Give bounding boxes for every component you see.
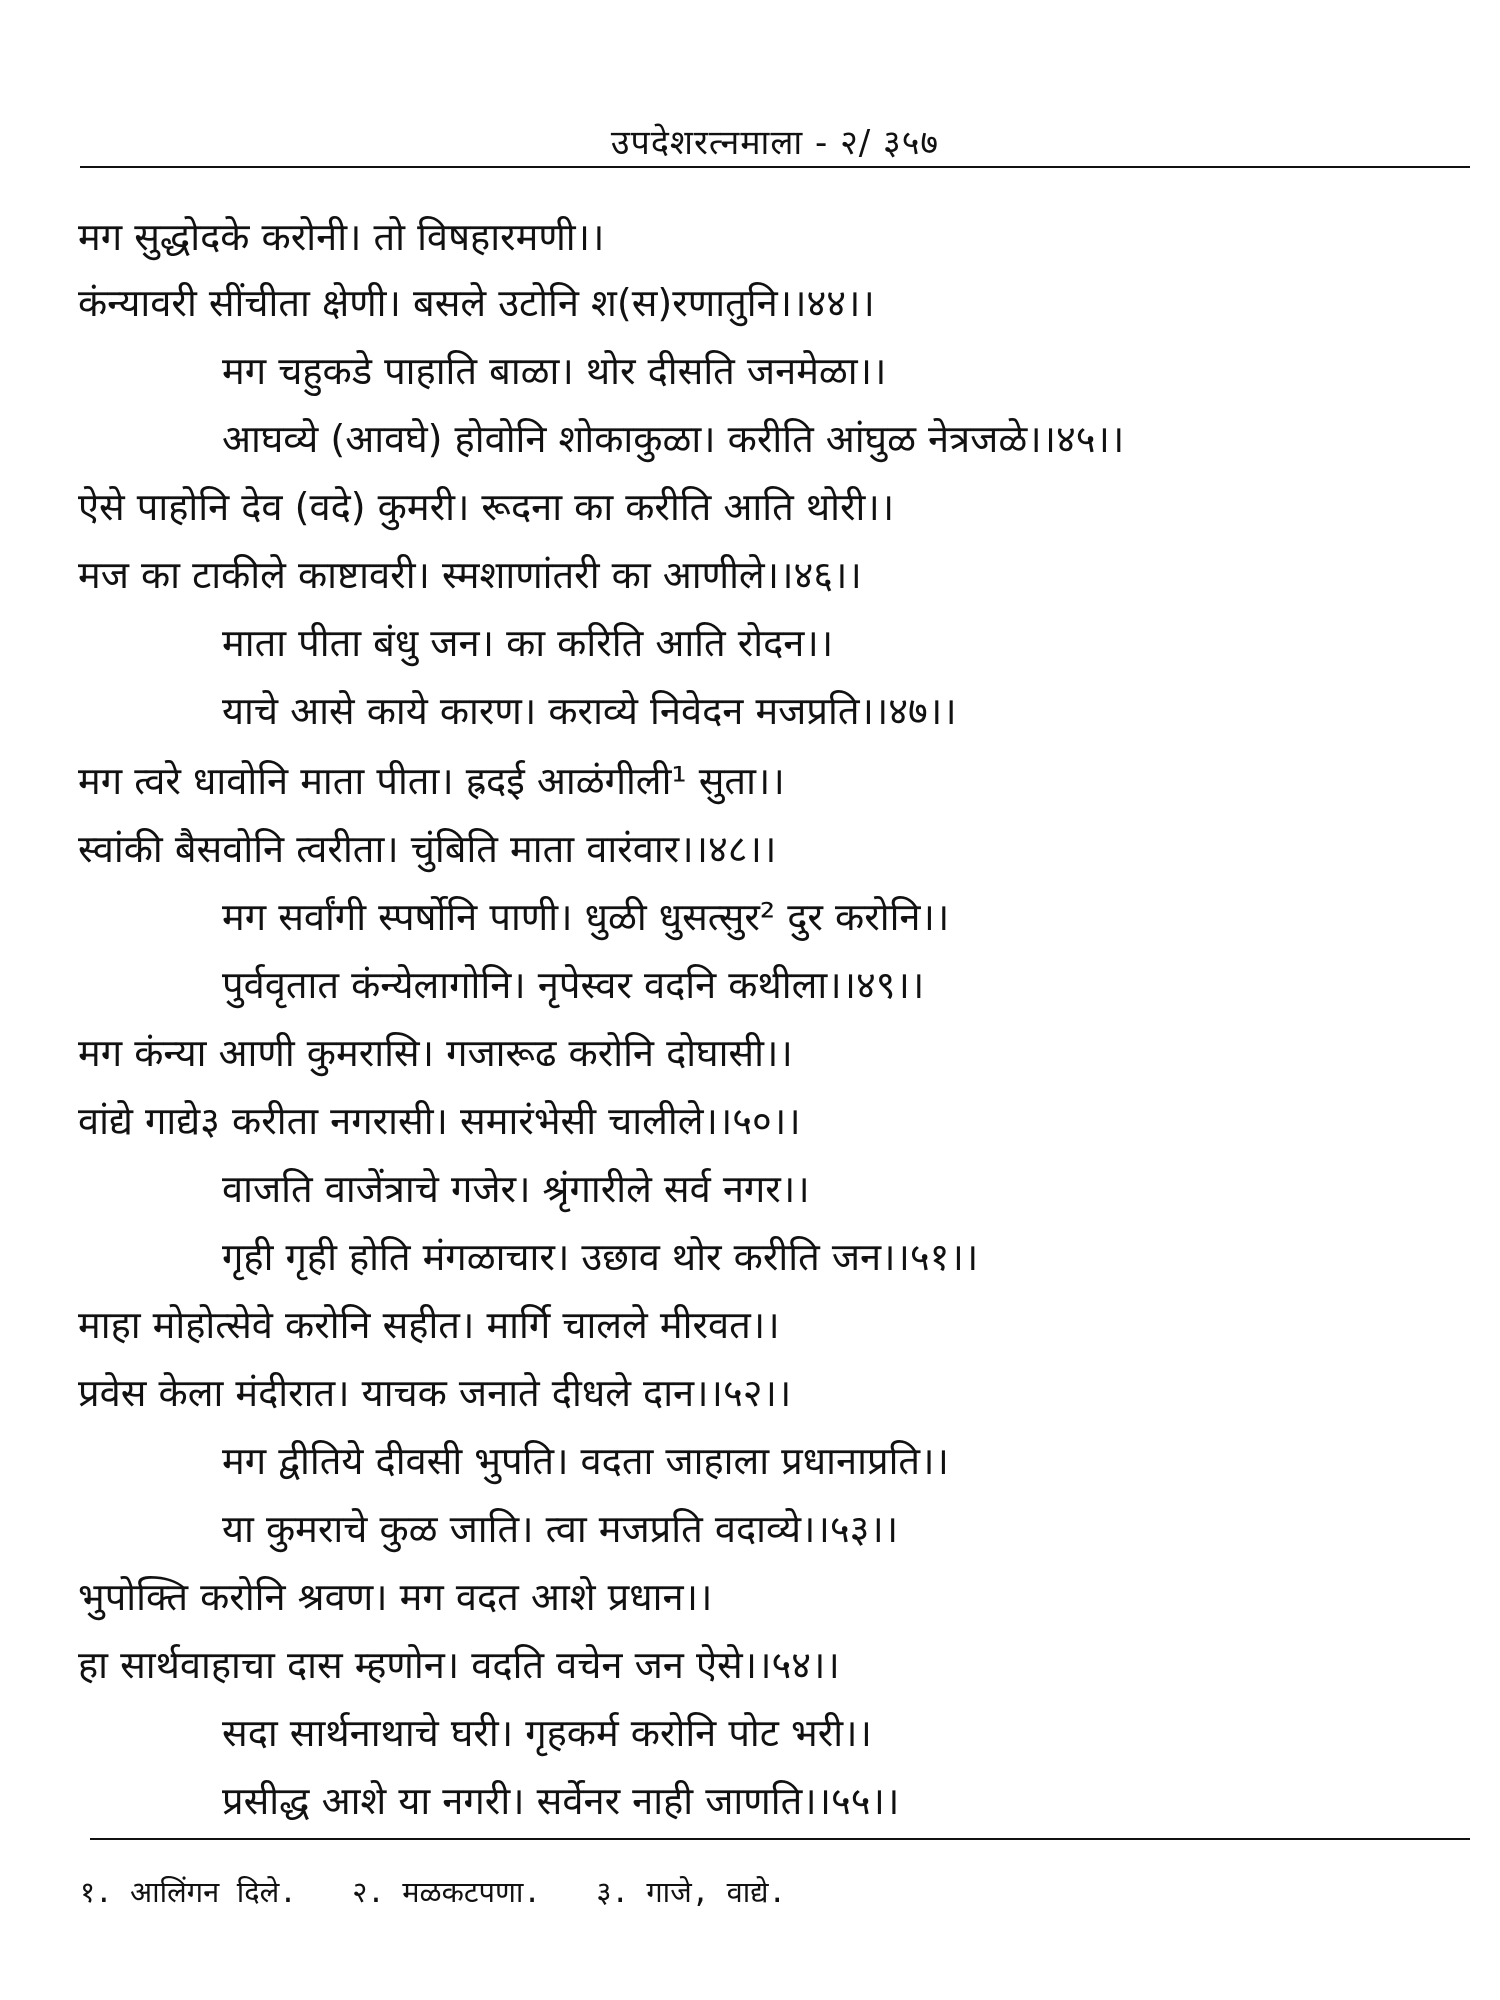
verse-line: गृही गृही होति मंगळाचार। उछाव थोर करीति जन।।५१।।: [222, 1235, 979, 1279]
verse-line: माहा मोहोत्सेवे करोनि सहीत। मार्गि चालले मीरवत।।: [78, 1303, 780, 1347]
verse-line: मग सुद्धोदके करोनी। तो विषहारमणी।।: [78, 215, 605, 259]
footnote: ३. गाजे, वाद्ये.: [596, 1875, 786, 1909]
verse-line: मग सर्वांगी स्पर्षोनि पाणी। धुळी धुसत्सुर² दुर करोनि।।: [222, 895, 950, 939]
verse-line: याचे आसे काये कारण। कराव्ये निवेदन मजप्रति।।४७।।: [222, 689, 957, 733]
verse-line: वाजति वाजेंत्राचे गजेर। श्रृंगारीले सर्व नगर।।: [222, 1167, 810, 1211]
verse-line: मग चहुकडे पाहाति बाळा। थोर दीसति जनमेळा।।: [222, 349, 887, 393]
verse-line: स्वांकी बैसवोनि त्वरीता। चुंबिति माता वारंवार।।४८।।: [78, 827, 777, 871]
verse-line: माता पीता बंधु जन। का करिति आति रोदन।।: [222, 621, 834, 665]
verse-line: मज का टाकीले काष्टावरी। स्मशाणांतरी का आणीले।।४६।।: [78, 553, 862, 597]
verse-line: पुर्ववृतात कंन्येलागोनि। नृपेस्वर वदनि कथीला।।४९।।: [222, 963, 925, 1007]
running-header: उपदेशरत्नमाला - २/ ३५७: [610, 123, 940, 163]
verse-line: प्रवेस केला मंदीरात। याचक जनाते दीधले दान।।५२।।: [78, 1371, 792, 1415]
header-rule: [80, 166, 1470, 168]
verse-line: कंन्यावरी सींचीता क्षेणी। बसले उटोनि श(स)रणातुनि।।४४।।: [78, 281, 875, 325]
footnote: २. मळकटपणा.: [352, 1875, 541, 1909]
verse-line: भुपोक्ति करोनि श्रवण। मग वदत आशे प्रधान।।: [78, 1575, 713, 1619]
verse-line: मग द्वीतिये दीवसी भुपति। वदता जाहाला प्रधानाप्रति।।: [222, 1439, 949, 1483]
verse-line: प्रसीद्ध आशे या नगरी। सर्वेनर नाही जाणति।।५५।।: [222, 1779, 900, 1823]
verse-line: या कुमराचे कुळ जाति। त्वा मजप्रति वदाव्ये।।५३।।: [222, 1507, 899, 1551]
verse-line: आघव्ये (आवघे) होवोनि शोकाकुळा। करीति आंघुळ नेत्रजळे।।४५।।: [222, 417, 1125, 461]
footnote-rule: [90, 1838, 1470, 1840]
verse-line: हा सार्थवाहाचा दास म्हणोन। वदति वचेन जन ऐसे।।५४।।: [78, 1643, 840, 1687]
verse-line: ऐसे पाहोनि देव (वदे) कुमरी। रूदना का करीति आति थोरी।।: [78, 485, 895, 529]
footnote: १. आलिंगन दिले.: [80, 1875, 297, 1909]
verse-line: सदा सार्थनाथाचे घरी। गृहकर्म करोनि पोट भरी।।: [222, 1711, 872, 1755]
footnotes: [80, 1872, 824, 1911]
verse-line: मग त्वरे धावोनि माता पीता। ह्रदई आळंगीली¹ सुता।।: [78, 759, 785, 803]
verse-line: मग कंन्या आणी कुमरासि। गजारूढ करोनि दोघासी।।: [78, 1031, 793, 1075]
verse-line: वांद्ये गाद्ये३ करीता नगरासी। समारंभेसी चालीले।।५०।।: [78, 1099, 801, 1143]
